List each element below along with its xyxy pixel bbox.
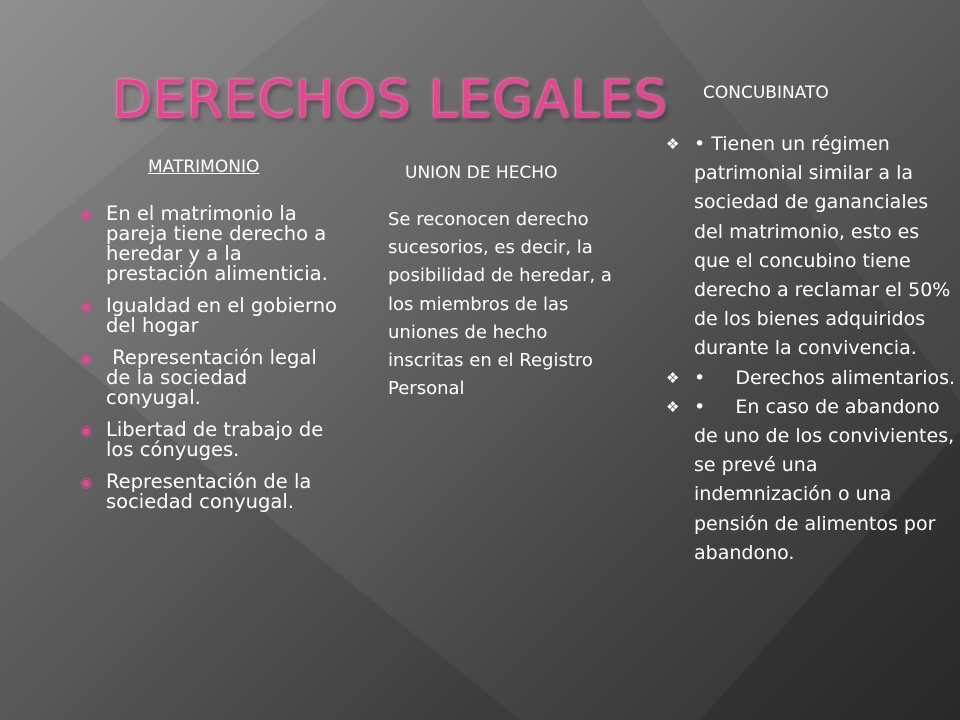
list-item-text: • Tienen un régimen patrimonial similar a la sociedad de gananciales del matrimonio, esto es que el concubino tiene derecho a reclamar el 50% de los bienes adquiridos durante la convivencia. (694, 133, 957, 360)
list-item (666, 130, 956, 364)
list-item (80, 472, 346, 512)
list-item-text: Representación legal de la sociedad conyugal. (106, 346, 323, 409)
radio-bullet-icon: ◉ (80, 207, 93, 223)
matrimonio-list (80, 204, 346, 524)
list-item-text: En el matrimonio la pareja tiene derecho a heredar y a la prestación alimenticia. (106, 202, 328, 285)
concubinato-heading: CONCUBINATO (703, 83, 829, 103)
list-item-text: Libertad de trabajo de los cónyuges. (106, 418, 324, 461)
union-de-hecho-text: Se reconocen derecho sucesorios, es decir, la posibilidad de heredar, a los miembros de las uniones de hecho inscritas en el Registro Personal (388, 209, 612, 400)
list-item-text: • En caso de abandono de uno de los convivientes, se prevé una indemnización o una pensión de alimentos por abandono. (694, 395, 960, 564)
list-item (80, 420, 346, 460)
slide-title: DERECHOS LEGALES (112, 70, 669, 130)
diamond-bullet-icon: ❖ (666, 368, 680, 387)
radio-bullet-icon: ◉ (80, 475, 93, 491)
list-item (80, 296, 346, 336)
radio-bullet-icon: ◉ (80, 423, 93, 439)
list-item-text: Igualdad en el gobierno del hogar (106, 294, 337, 337)
concubinato-list (666, 130, 960, 568)
list-item (80, 204, 346, 284)
list-item-text: Representación de la sociedad conyugal. (106, 470, 312, 513)
diamond-bullet-icon: ❖ (666, 397, 680, 416)
diamond-bullet-icon: ❖ (666, 135, 680, 153)
union-de-hecho-heading: UNION DE HECHO (405, 163, 558, 183)
matrimonio-heading: MATRIMONIO (148, 157, 260, 177)
radio-bullet-icon: ◉ (80, 351, 93, 367)
radio-bullet-icon: ◉ (80, 299, 93, 315)
list-item (666, 393, 960, 568)
list-item-text: • Derechos alimentarios. (694, 366, 956, 389)
list-item (666, 364, 956, 393)
list-item (80, 348, 346, 408)
